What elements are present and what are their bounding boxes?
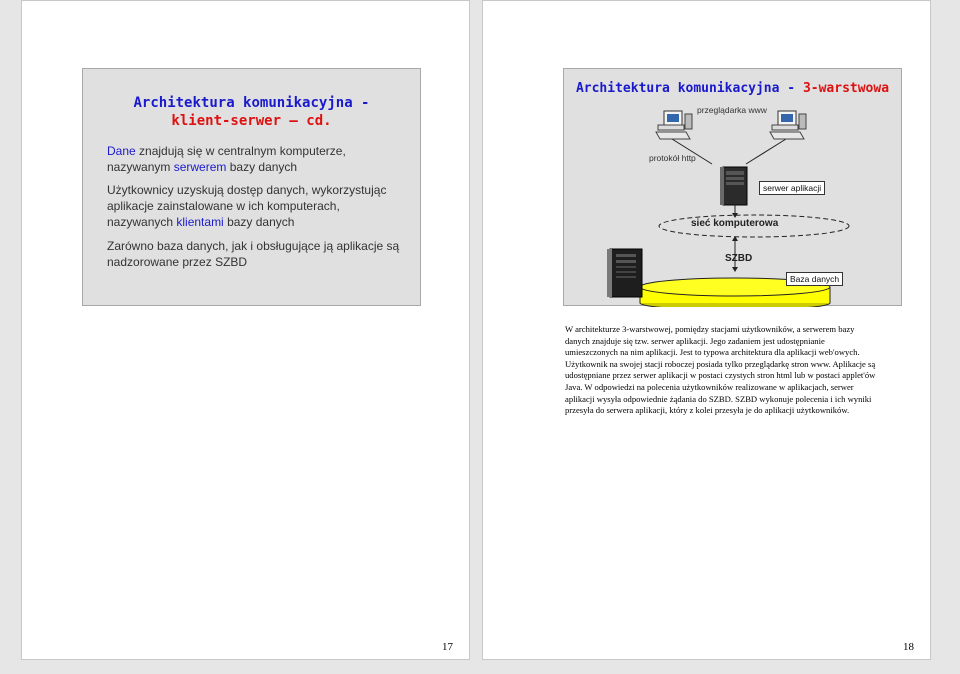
label-browser: przeglądarka www (697, 105, 767, 115)
page-number: 18 (903, 641, 914, 653)
slide-three-tier (563, 68, 902, 306)
page-number: 17 (442, 641, 453, 653)
client-computer-left-icon (656, 111, 692, 139)
term-data: Dane (107, 144, 136, 158)
left-page (21, 0, 470, 660)
http-line-right (746, 139, 786, 164)
paragraph-users-access: Użytkownicy uzyskują dostęp danych, wykorzystując aplikacje zainstalowane w ich komputerach, nazywanych klientami bazy danych (107, 183, 387, 229)
arrow-down-db (732, 267, 738, 272)
label-network: sieć komputerowa (691, 218, 779, 229)
label-http: protokół http (649, 153, 696, 163)
db-server-icon (607, 249, 642, 297)
right-page (482, 0, 931, 660)
label-database: Baza danych (786, 272, 843, 286)
paragraph-data-location: Dane znajdują się w centralnym komputerze, nazywanym serwerem bazy danych (107, 144, 346, 174)
client-computer-right-icon (770, 111, 806, 139)
slide-client-server (82, 68, 421, 306)
term-clients: klientami (176, 215, 224, 229)
slide-title-line1: Architektura komunikacyjna - (133, 95, 370, 111)
label-app-server: serwer aplikacji (759, 181, 825, 195)
caption-text: W architekturze 3-warstwowej, pomiędzy stacjami użytkowników, a serwerem bazy danych znajduje się tzw. serwer aplikacji. Jego zadaniem jest udostępnianie umieszczonych na nim aplikacji. Jest to typowa architektura dla aplikacji web'owych. Użytkownik na swojej stacji roboczej posiada tylko przeglądarkę stron www. Aplikacje są udostępniane przez serwer aplikacji w postaci czystych stron html lub w postaci applet'ów Java. W odpowiedzi na polecenia użytkowników realizowane w aplikacjach, serwer aplikacji wysyła odpowiednie żądania do SZBD. SZBD wykonuje polecenia i ich wyniki przesyła do serwera aplikacji, który z kolei przesyła je do aplikacji użytkowników. (565, 324, 876, 416)
term-server: serwerem (173, 160, 227, 174)
label-dbms: SZBD (725, 253, 753, 264)
paragraph-dbms-supervision: Zarówno baza danych, jak i obsługujące ją aplikacje są nadzorowane przez SZBD (107, 239, 400, 269)
app-server-icon (720, 167, 747, 205)
slide-title: Architektura komunikacyjna - 3-warstwowa (575, 81, 890, 96)
slide-title-line2: klient-serwer – cd. (171, 113, 332, 129)
